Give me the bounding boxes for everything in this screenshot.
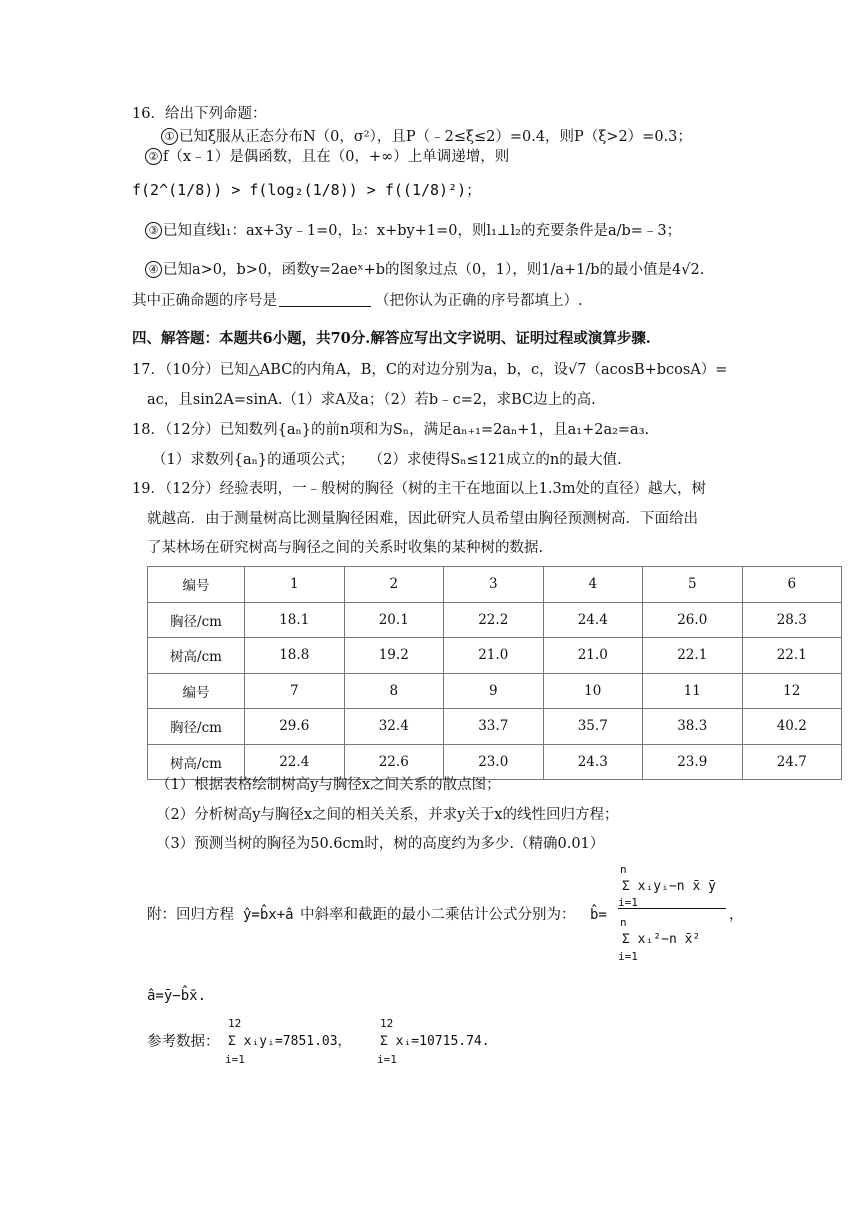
row-header-cell: 树高/cm	[148, 744, 245, 780]
table-row	[148, 709, 842, 745]
b-hat-label: b̂=	[590, 907, 607, 923]
table-cell: 10	[543, 673, 643, 709]
row-header-cell: 编号	[148, 567, 245, 603]
row-header-cell: 胸径/cm	[148, 602, 245, 638]
appendix-mid: 中斜率和截距的最小二乘估计公式分别为：	[300, 907, 576, 923]
q19-part2: （2）分析树高y与胸径x之间的相关关系，并求y关于x的线性回归方程；	[156, 807, 619, 823]
table-cell: 22.1	[643, 638, 743, 674]
q16-ask-prefix: 其中正确命题的序号是	[132, 293, 277, 309]
table-cell: 33.7	[444, 709, 544, 745]
table-cell: 11	[643, 673, 743, 709]
table-cell: 24.3	[543, 744, 643, 780]
table-cell: 21.0	[543, 638, 643, 674]
table-cell: 4	[543, 567, 643, 603]
b-denominator: Σ xᵢ²−n x̄²	[622, 932, 701, 947]
table-row	[148, 673, 842, 709]
section-heading: 四、解答题：本题共6小题，共70分.解答应写出文字说明、证明过程或演算步骤.	[132, 330, 651, 347]
table-cell: 40.2	[742, 709, 842, 745]
appendix-prefix: 附：回归方程	[147, 907, 234, 923]
table-cell: 23.0	[444, 744, 544, 780]
table-cell: 22.6	[344, 744, 444, 780]
table-cell: 9	[444, 673, 544, 709]
table-cell: 32.4	[344, 709, 444, 745]
table-cell: 6	[742, 567, 842, 603]
table-cell: 26.0	[643, 602, 743, 638]
table-cell: 22.2	[444, 602, 544, 638]
q19-part1: （1）根据表格绘制树高y与胸径x之间关系的散点图；	[156, 777, 501, 793]
q16-prop1-text: 已知ξ服从正态分布N（0，σ²），且P（﹣2≤ξ≤2）=0.4，则P（ξ>2）=0.3；	[179, 129, 692, 145]
table-cell: 3	[444, 567, 544, 603]
sum-upper-limit: 12	[380, 1017, 394, 1030]
q16-ask-suffix: （把你认为正确的序号都填上）.	[375, 293, 583, 309]
q19-part3: （3）预测当树的胸径为50.6cm时，树的高度约为多少.（精确0.01）	[156, 836, 605, 852]
q19-line3: 了某林场在研究树高与胸径之间的关系时收集的某种树的数据.	[147, 540, 544, 556]
table-cell: 24.7	[742, 744, 842, 780]
q16-prop3	[145, 221, 681, 241]
comma: ，	[729, 907, 744, 923]
q16-ask	[132, 291, 583, 311]
row-header-cell: 编号	[148, 673, 245, 709]
table-cell: 7	[245, 673, 345, 709]
answer-blank[interactable]	[279, 292, 371, 307]
data-table	[147, 566, 842, 780]
q18-line2: （1）求数列{aₙ}的通项公式； （2）求使得Sₙ≤121成立的n的最大值.	[152, 452, 622, 468]
table-cell: 18.1	[245, 602, 345, 638]
table-cell: 38.3	[643, 709, 743, 745]
sum-lower-limit: i=1	[377, 1053, 397, 1066]
ref-sum-x: Σ xᵢ=10715.74.	[380, 1034, 490, 1049]
q16-prop2-text: f（x﹣1）是偶函数，且在（0，+∞）上单调递增，则	[163, 149, 510, 165]
circled-number: ①	[161, 128, 178, 145]
row-header-cell: 胸径/cm	[148, 709, 245, 745]
ref-prefix: 参考数据：	[147, 1034, 220, 1050]
sum-lower-limit: i=1	[618, 896, 638, 909]
table-cell: 20.1	[344, 602, 444, 638]
table-cell: 18.8	[245, 638, 345, 674]
q18-line1: 18．（12分）已知数列{aₙ}的前n项和为Sₙ，满足aₙ₊₁=2aₙ+1，且a₁+2a₂=a₃.	[132, 422, 650, 438]
sum-lower-limit: i=1	[225, 1053, 245, 1066]
b-numerator: Σ xᵢyᵢ−n x̄ ȳ	[622, 879, 716, 894]
sum-lower-limit: i=1	[618, 950, 638, 963]
table-cell: 23.9	[643, 744, 743, 780]
ref-sum-xy: Σ xᵢyᵢ=7851.03，	[228, 1034, 351, 1049]
table-cell: 1	[245, 567, 345, 603]
table-row	[148, 638, 842, 674]
circled-number: ③	[145, 222, 162, 239]
q17-line1: 17．（10分）已知△ABC的内角A，B，C的对边分别为a，b，c，设√7（acosB+bcosA）=	[132, 362, 728, 378]
table-row	[148, 602, 842, 638]
table-cell: 21.0	[444, 638, 544, 674]
q16-prop4	[145, 260, 704, 280]
sum-upper-limit: n	[620, 863, 627, 876]
q16-prop2	[145, 147, 509, 167]
q16-prop4-text: 已知a>0，b>0，函数y=2aeˣ+b的图象过点（0，1），则1/a+1/b的最小值是4√2.	[163, 262, 705, 278]
q16-title: 16．给出下列命题：	[132, 106, 267, 122]
a-hat-formula: â=ȳ−b̂x̄.	[147, 988, 207, 1004]
table-row	[148, 567, 842, 603]
table-cell: 12	[742, 673, 842, 709]
fraction-bar	[618, 908, 726, 909]
table-cell: 35.7	[543, 709, 643, 745]
q19-line1: 19．（12分）经验表明，一﹣般树的胸径（树的主干在地面以上1.3m处的直径）越大，树	[132, 481, 706, 497]
circled-number: ②	[145, 148, 162, 165]
sum-upper-limit: n	[620, 916, 627, 929]
table-cell: 2	[344, 567, 444, 603]
table-cell: 19.2	[344, 638, 444, 674]
table-cell: 28.3	[742, 602, 842, 638]
table-cell: 24.4	[543, 602, 643, 638]
q16-prop2-formula: f(2^(1/8)) > f(log₂(1/8)) > f((1/8)²)；	[132, 181, 482, 199]
q16-prop3-text: 已知直线l₁：ax+3y﹣1=0，l₂：x+by+1=0，则l₁⊥l₂的充要条件是a/b=﹣3；	[163, 223, 682, 239]
row-header-cell: 树高/cm	[148, 638, 245, 674]
circled-number: ④	[145, 261, 162, 278]
q19-line2: 就越高．由于测量树高比测量胸径困难，因此研究人员希望由胸径预测树高．下面给出	[147, 511, 698, 527]
q16-prop1	[161, 127, 692, 147]
table-cell: 8	[344, 673, 444, 709]
table-cell: 29.6	[245, 709, 345, 745]
q17-line2: ac，且sin2A=sinA.（1）求A及a；（2）若b﹣c=2，求BC边上的高.	[147, 392, 596, 408]
sum-upper-limit: 12	[228, 1017, 242, 1030]
table-cell: 5	[643, 567, 743, 603]
table-cell: 22.4	[245, 744, 345, 780]
table-cell: 22.1	[742, 638, 842, 674]
regression-equation: ŷ=b̂x+â	[243, 907, 294, 923]
